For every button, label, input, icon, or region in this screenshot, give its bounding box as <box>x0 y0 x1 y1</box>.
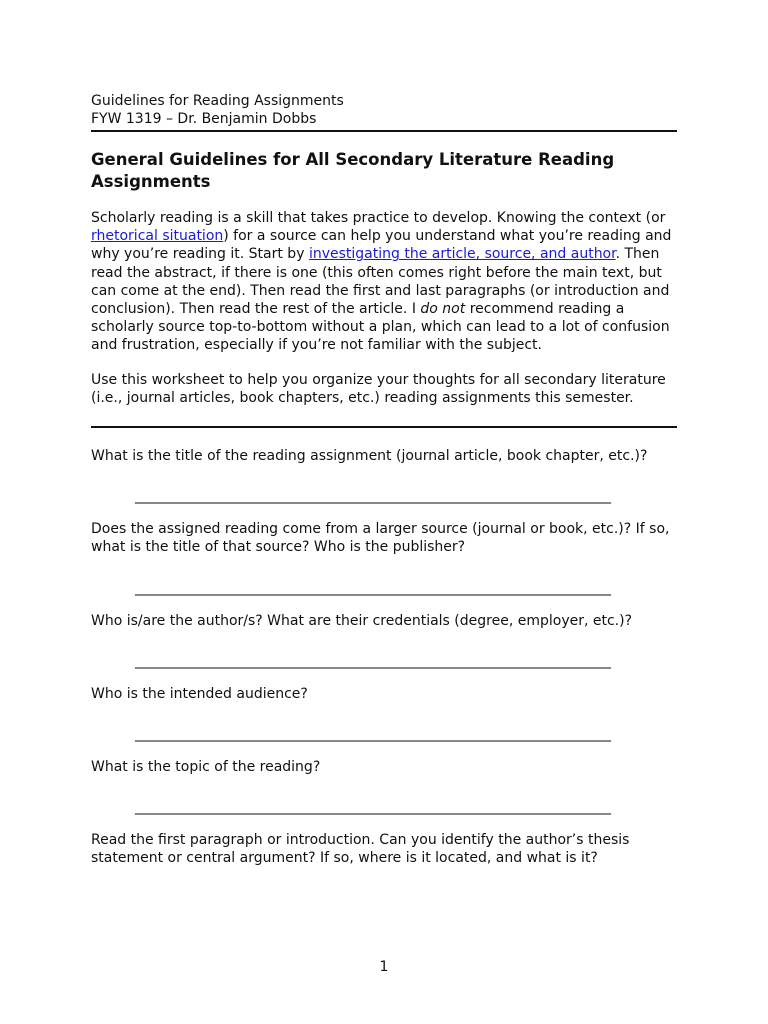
intro-text-4: recommend reading a scholarly source top-to-bottom without a plan, which can lead to a lot of confusion and frustration, especially if you’re not familiar with the subject. <box>91 301 670 354</box>
question-thesis: Read the first paragraph or introduction. Can you identify the author’s thesis statement or central argument? If so, where is it located, and what is it? <box>91 832 630 867</box>
section-divider <box>91 426 677 428</box>
course-info: FYW 1319 – Dr. Benjamin Dobbs <box>91 111 317 127</box>
document-page <box>91 92 677 868</box>
document-title: Guidelines for Reading Assignments <box>91 93 344 109</box>
answer-line-topic[interactable]: ____________________________________________________________________ <box>135 799 611 816</box>
intro-paragraph <box>91 209 677 355</box>
intro-text-3: . Then read the abstract, if there is one (this often comes right before the main text, but can come at the end). Then read the first and last paragraphs (or introduction and conclusion). Then read the rest of the article. I <box>91 246 670 318</box>
question-authors: Who is/are the author/s? What are their credentials (degree, employer, etc.)? <box>91 612 633 629</box>
question-topic: What is the topic of the reading? <box>91 759 321 776</box>
header-divider <box>91 130 677 132</box>
section-heading: General Guidelines for All Secondary Literature Reading Assignments <box>91 150 615 191</box>
intro-emphasis: do not <box>420 301 466 318</box>
investigating-article-link[interactable]: investigating the article, source, and author <box>308 246 616 263</box>
answer-line-larger-source[interactable]: ____________________________________________________________________ <box>135 579 611 596</box>
question-larger-source: Does the assigned reading come from a larger source (journal or book, etc.)? If so, what is the title of that source? Who is the publisher? <box>91 521 670 556</box>
answer-line-authors[interactable]: ____________________________________________________________________ <box>135 652 611 669</box>
question-title: What is the title of the reading assignment (journal article, book chapter, etc.)? <box>91 448 648 465</box>
answer-line-title[interactable]: ____________________________________________________________________ <box>135 488 611 505</box>
intro-text-1: Scholarly reading is a skill that takes practice to develop. Knowing the context (or <box>91 210 666 226</box>
worksheet-note: Use this worksheet to help you organize your thoughts for all secondary literature (i.e., journal articles, book chapters, etc.) reading assignments this semester. <box>91 371 666 406</box>
answer-line-audience[interactable]: ____________________________________________________________________ <box>135 726 611 743</box>
page-number: 1 <box>379 959 389 975</box>
intro-text-2: ) for a source can help you understand what you’re reading and why you’re reading it. Start by <box>91 228 672 263</box>
question-audience: Who is the intended audience? <box>91 685 308 702</box>
rhetorical-situation-link[interactable]: rhetorical situation <box>91 228 224 245</box>
